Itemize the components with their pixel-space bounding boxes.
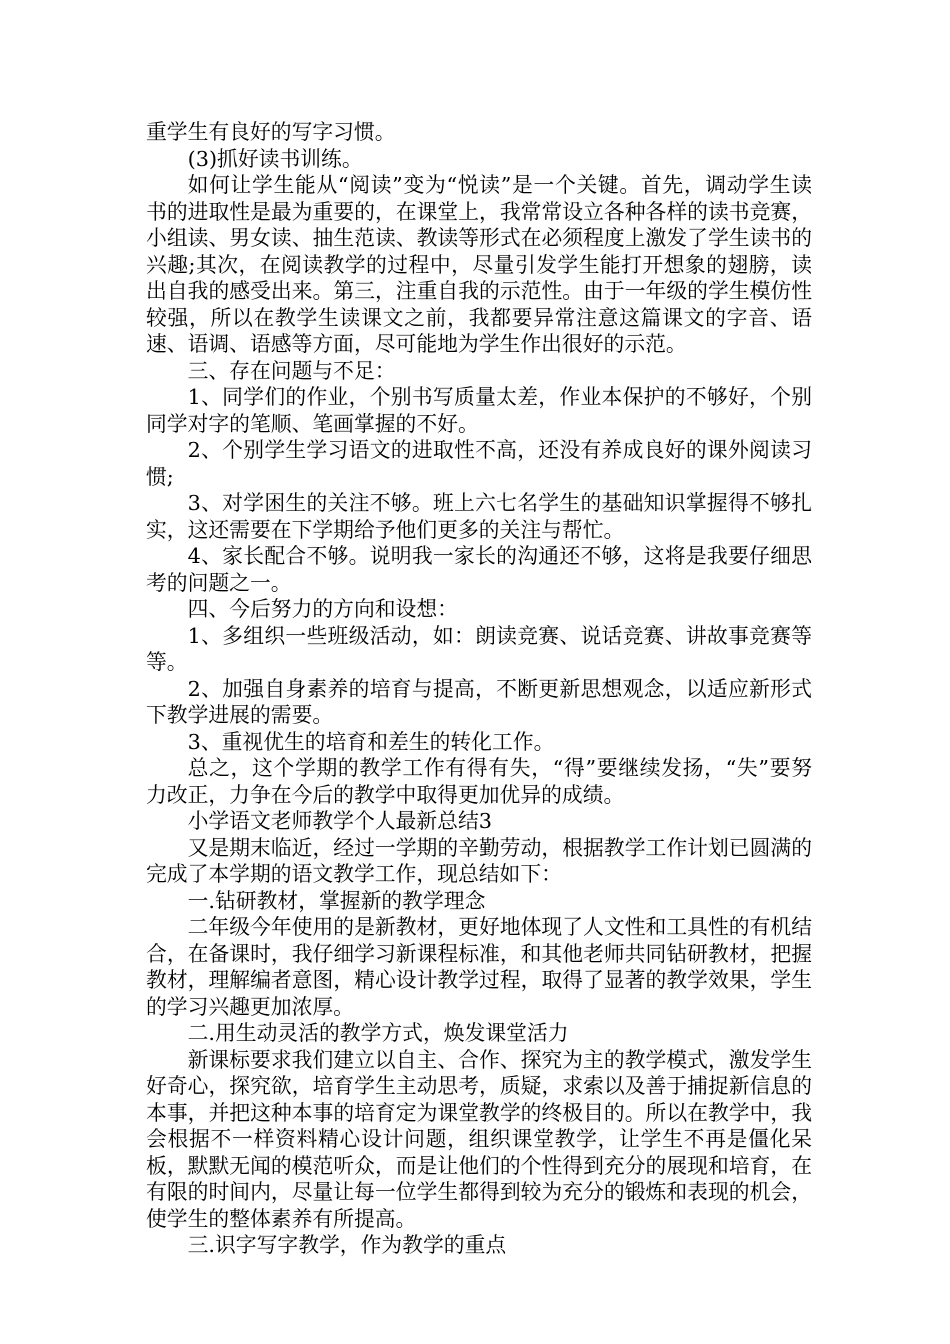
section-heading: 四、今后努力的方向和设想： [187, 597, 458, 621]
paragraph: 重学生有良好的写字习惯。 [146, 120, 396, 144]
list-item: 2、个别学生学习语文的进取性不高，还没有养成良好的课外阅读习惯; [146, 438, 812, 489]
paragraph: 如何让学生能从“阅读”变为“悦读”是一个关键。首先，调动学生读书的进取性是最为重要的，在课堂上，我常常设立各种各样的读书竞赛，小组读、男女读、抽生范读、教读等形式在必须程度上激发了学生读书的兴趣;其次，在阅读教学的过程中，尽量引发学生能打开想象的翅膀，读出自我的感受出来。第三，注重自我的示范性。由于一年级的学生模仿性较强，所以在教学生读课文之前，我都要异常注意这篇课文的字音、语速、语调、语感等方面，尽可能地为学生作出很好的示范。 [146, 173, 812, 356]
paragraph: 新课标要求我们建立以自主、合作、探究为主的教学模式，激发学生好奇心，探究欲，培育学生主动思考，质疑，求索以及善于捕捉新信息的本事，并把这种本事的培育定为课堂教学的终极目的。所以在教学中，我会根据不一样资料精心设计问题，组织课堂教学，让学生不再是僵化呆板，默默无闻的模范听众，而是让他们的个性得到充分的展现和培育，在有限的时间内，尽量让每一位学生都得到较为充分的锻炼和表现的机会，使学生的整体素养有所提高。 [146, 1047, 812, 1231]
list-item: 4、家长配合不够。说明我一家长的沟通还不够，这将是我要仔细思考的问题之一。 [146, 544, 812, 595]
list-item: 3、对学困生的关注不够。班上六七名学生的基础知识掌握得不够扎实，这还需要在下学期给予他们更多的关注与帮忙。 [146, 491, 812, 542]
list-item: 3、重视优生的培育和差生的转化工作。 [187, 729, 555, 754]
section-heading: 三.识字写字教学，作为教学的重点 [187, 1233, 507, 1257]
list-item: 2、加强自身素养的培育与提高，不断更新思想观念，以适应新形式下教学进展的需要。 [146, 676, 812, 727]
paragraph: 二年级今年使用的是新教材，更好地体现了人文性和工具性的有机结合，在备课时，我仔细学习新课程标准，和其他老师共同钻研教材，把握教材，理解编者意图，精心设计教学过程，取得了显著的教学效果，学生的学习兴趣更加浓厚。 [146, 915, 812, 1019]
section-heading: 一.钻研教材，掌握新的教学理念 [187, 888, 486, 913]
list-item: 1、同学们的作业，个别书写质量太差，作业本保护的不够好，个别同学对字的笔顺、笔画掌握的不好。 [146, 385, 812, 436]
paragraph: (3)抓好读书训练。 [187, 146, 363, 171]
document-body [146, 119, 812, 1259]
article-title: 小学语文老师教学个人最新总结3 [187, 809, 492, 833]
paragraph: 又是期末临近，经过一学期的辛勤劳动，根据教学工作计划已圆满的完成了本学期的语文教学工作，现总结如下： [146, 835, 812, 886]
section-heading: 三、存在问题与不足： [187, 358, 396, 383]
list-item: 1、多组织一些班级活动，如：朗读竞赛、说话竞赛、讲故事竞赛等等。 [146, 623, 812, 674]
section-heading: 二.用生动灵活的教学方式，焕发课堂活力 [187, 1021, 569, 1045]
paragraph: 总之，这个学期的教学工作有得有失，“得”要继续发扬，“失”要努力改正，力争在今后的教学中取得更加优异的成绩。 [146, 756, 812, 807]
